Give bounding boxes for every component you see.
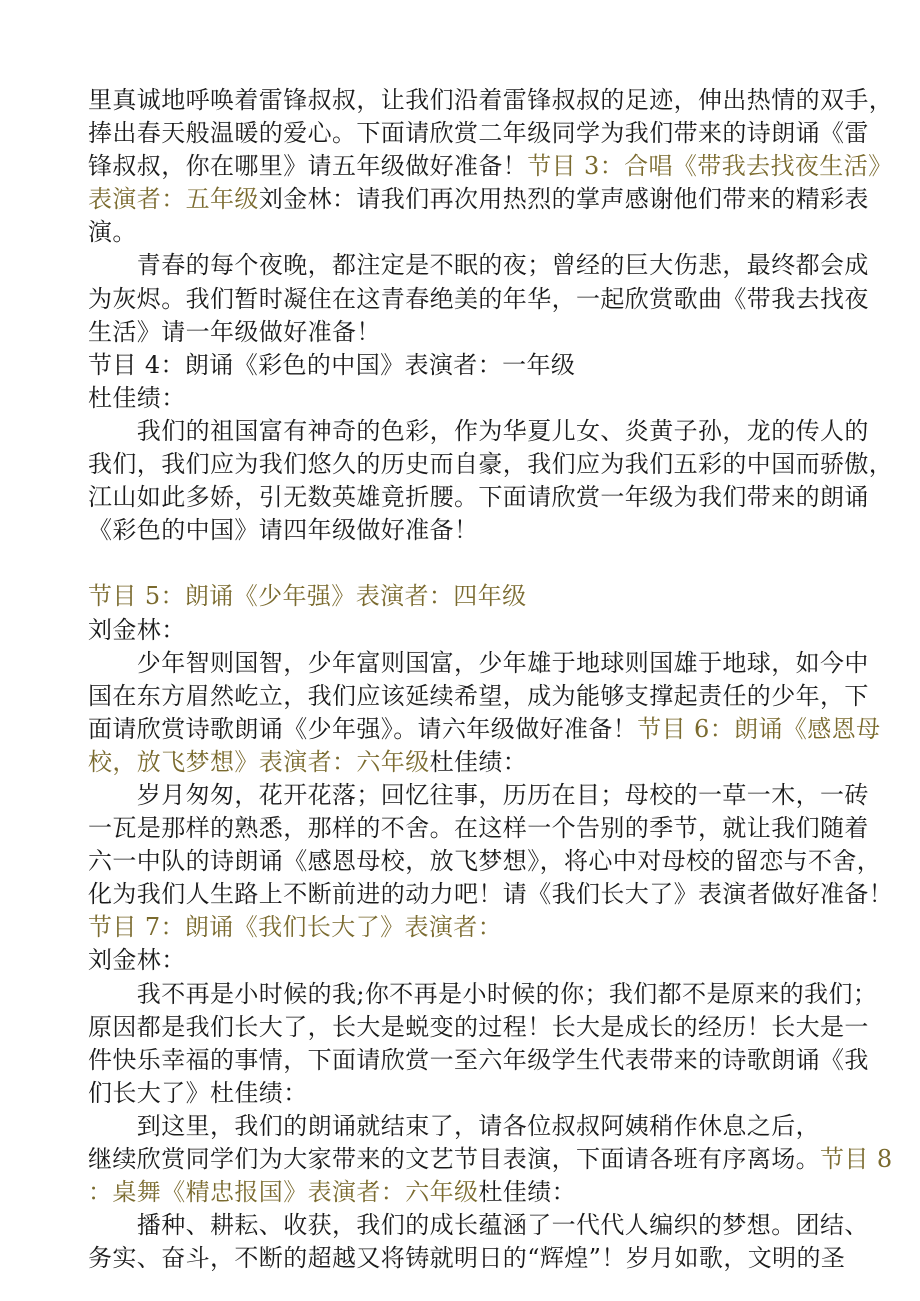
body-text: 杜佳绩： (429, 747, 528, 776)
text-line (88, 117, 869, 150)
text-line (88, 779, 869, 812)
body-text: 我们的祖国富有神奇的色彩，作为华夏儿女、炎黄子孙，龙的传人的 (88, 416, 869, 445)
text-line (88, 713, 881, 746)
body-text: 到这里，我们的朗诵就结束了，请各位叔叔阿姨稍作休息之后， (88, 1111, 820, 1140)
body-text: 杜佳绩： (478, 1178, 577, 1207)
body-text: 我不再是小时候的我;你不再是小时候的你；我们都不是原来的我们； (88, 979, 878, 1008)
program-heading-text: 节目 8 (820, 1145, 893, 1173)
text-line (88, 448, 894, 481)
body-text: 演。 (88, 218, 137, 247)
program-heading-text: 节目 5：朗诵《少年强》表演者：四年级 (88, 582, 527, 611)
body-text: 我们，我们应为我们悠久的历史而自豪，我们应为我们五彩的中国而骄傲， (88, 450, 894, 479)
program-heading-text: 节目 6：朗诵《感恩母 (637, 714, 881, 743)
text-line (88, 1044, 869, 1077)
text-line (88, 911, 848, 944)
text-line (88, 878, 894, 911)
body-text: 刘金林：请我们再次用热烈的掌声感谢他们带来的精彩表 (258, 185, 869, 214)
body-text: 继续欣赏同学们为大家带来的文艺节目表演，下面请各班有序离场。 (88, 1145, 820, 1173)
program-heading-text: 校，放飞梦想》表演者：六年级 (88, 747, 430, 776)
text-line (88, 1077, 848, 1110)
body-text: 刘金林： (88, 946, 186, 975)
body-text: 播种、耕耘、收获，我们的成长蕴涵了一代代人编织的梦想。团结、 (88, 1211, 869, 1240)
text-line (88, 580, 848, 613)
document-body (88, 84, 894, 1275)
text-line (88, 978, 878, 1011)
text-line (88, 1176, 848, 1209)
body-text: 务实、奋斗，不断的超越又将铸就明日的“辉煌”！岁月如歌，文明的圣 (88, 1244, 846, 1273)
text-line (88, 382, 848, 415)
text-line (88, 812, 869, 845)
body-text: 件快乐幸福的事情，下面请欣赏一至六年级学生代表带来的诗歌朗诵《我 (88, 1045, 869, 1074)
program-heading-text: ：桌舞《精忠报国》表演者：六年级 (88, 1178, 479, 1207)
program-heading-text: 表演者：五年级 (88, 185, 259, 214)
text-line (88, 349, 848, 382)
text-line (88, 680, 869, 713)
body-text: 捧出春天般温暖的爱心。下面请欣赏二年级同学为我们带来的诗朗诵《雷 (88, 119, 869, 148)
body-text: 刘金林： (88, 615, 186, 644)
text-line (88, 614, 848, 647)
body-text: 为灰烬。我们暂时凝住在这青春绝美的年华，一起欣赏歌曲《带我去找夜 (88, 284, 869, 313)
text-line (88, 1143, 893, 1176)
body-text: 《彩色的中国》请四年级做好准备！ (88, 516, 479, 545)
text-line (88, 481, 869, 514)
text-line (88, 1110, 848, 1143)
text-line (88, 216, 848, 249)
body-text: 六一中队的诗朗诵《感恩母校，放飞梦想》，将心中对母校的留恋与不舍， (88, 847, 882, 876)
body-text: 生活》请一年级做好准备！ (88, 317, 381, 346)
body-text: 节目 4：朗诵《彩色的中国》表演者：一年级 (88, 350, 576, 379)
text-line (88, 183, 869, 216)
text-line (88, 150, 893, 183)
body-text: 面请欣赏诗歌朗诵《少年强》。请六年级做好准备！ (88, 714, 638, 743)
text-line (88, 316, 848, 349)
text-line (88, 1242, 848, 1275)
body-text: 里真诚地呼唤着雷锋叔叔，让我们沿着雷锋叔叔的足迹，伸出热情的双手， (88, 86, 894, 114)
body-text: 江山如此多娇，引无数英雄竟折腰。下面请欣赏一年级为我们带来的朗诵 (88, 483, 869, 512)
text-line (88, 84, 894, 117)
text-line (88, 845, 882, 878)
body-text: 原因都是我们长大了，长大是蜕变的过程！长大是成长的经历！长大是一 (88, 1012, 869, 1041)
text-line (88, 1011, 869, 1044)
body-text: 杜佳绩： (88, 383, 186, 412)
text-line (88, 415, 869, 448)
body-text: 化为我们人生路上不断前进的动力吧！请《我们长大了》表演者做好准备！ (88, 880, 894, 909)
text-line (88, 249, 869, 282)
text-line (88, 514, 848, 547)
text-line (88, 647, 869, 680)
program-heading-text: 节目 7：朗诵《我们长大了》表演者： (88, 913, 503, 942)
paragraph-gap (88, 547, 848, 580)
body-text: 锋叔叔，你在哪里》请五年级做好准备！ (88, 152, 528, 181)
text-line (88, 944, 848, 977)
text-line (88, 283, 869, 316)
text-line (88, 1209, 869, 1242)
body-text: 青春的每个夜晚，都注定是不眠的夜；曾经的巨大伤悲，最终都会成 (88, 251, 869, 280)
body-text: 少年智则国智，少年富则国富，少年雄于地球则国雄于地球，如今中 (88, 648, 869, 677)
program-heading-text: 节目 3：合唱《带我去找夜生活》 (527, 152, 893, 181)
body-text: 们长大了》杜佳绩： (88, 1078, 308, 1107)
body-text: 岁月匆匆，花开花落；回忆往事，历历在目；母校的一草一木，一砖 (88, 780, 869, 809)
text-line (88, 746, 848, 779)
body-text: 国在东方眉然屹立，我们应该延续希望，成为能够支撑起责任的少年，下 (88, 681, 869, 710)
body-text: 一瓦是那样的熟悉，那样的不舍。在这样一个告别的季节，就让我们随着 (88, 814, 869, 843)
